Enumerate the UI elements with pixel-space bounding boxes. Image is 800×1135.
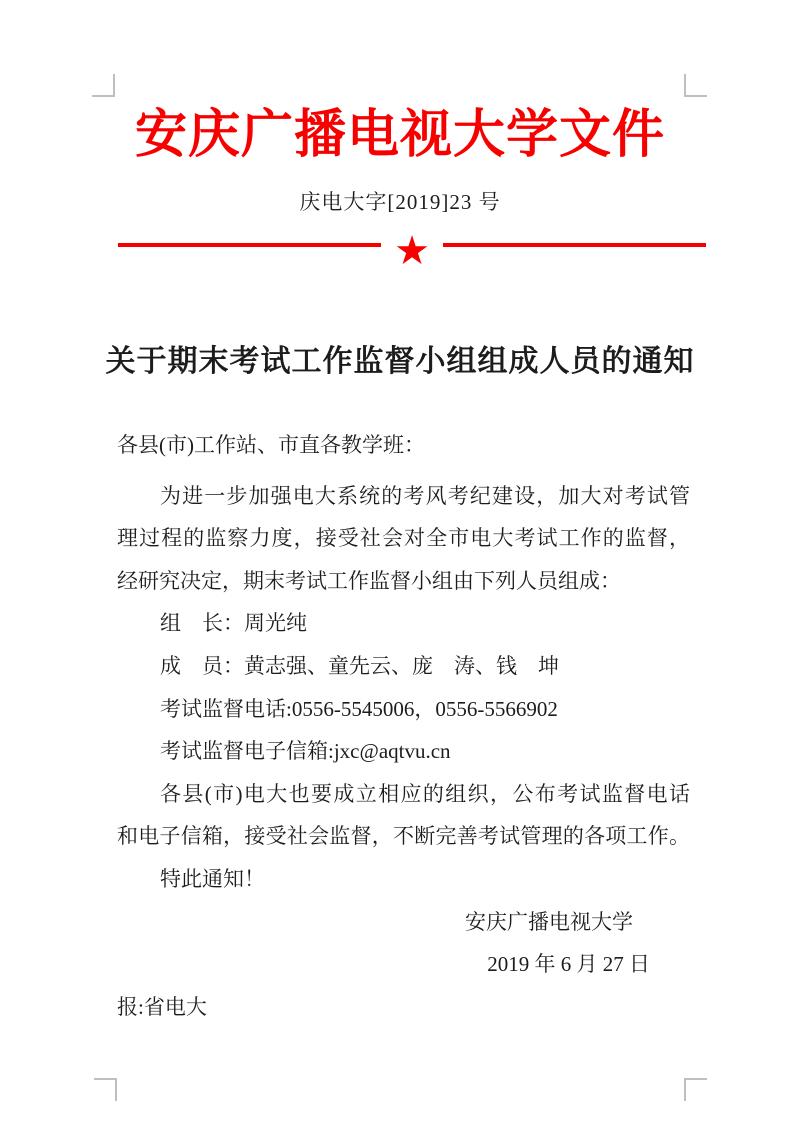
signature-org: 安庆广播电视大学 [465, 909, 633, 934]
signature-date: 2019 年 6 月 27 日 [487, 952, 650, 977]
notice-title: 关于期末考试工作监督小组组成人员的通知 [105, 345, 695, 378]
crop-mark-top-right [684, 74, 707, 97]
rule-right-segment [443, 243, 706, 247]
body-line: 为进一步加强电大系统的考风考纪建设，加大对考试管 [160, 483, 690, 508]
body-line: 理过程的监察力度，接受社会对全市电大考试工作的监督， [117, 526, 690, 551]
body-line: 经研究决定，期末考试工作监督小组由下列人员组成： [117, 568, 621, 593]
body-line: 和电子信箱，接受社会监督，不断完善考试管理的各项工作。 [117, 824, 690, 849]
star-icon: ★ [394, 228, 430, 273]
body-line: 考试监督电子信箱:jxc@aqtvu.cn [160, 739, 451, 764]
crop-mark-bottom-right [684, 1078, 707, 1101]
salutation: 各县(市)工作站、市直各教学班： [117, 433, 425, 457]
rule-left-segment [118, 243, 381, 247]
body-line: 特此通知！ [160, 866, 265, 891]
document-number: 庆电大字[2019]23 号 [299, 190, 501, 214]
body-line: 组 长：周光纯 [160, 611, 307, 636]
red-separator-rule [118, 230, 706, 273]
copy-to-note: 报:省电大 [117, 994, 207, 1019]
body-line: 成 员：黄志强、童先云、庞 涛、钱 坤 [160, 653, 559, 678]
crop-mark-top-left [92, 74, 115, 97]
notice-body [117, 424, 690, 1028]
crop-mark-bottom-left [94, 1078, 117, 1101]
body-line: 各县(市)电大也要成立相应的组织，公布考试监督电话 [160, 781, 690, 806]
body-line: 考试监督电话:0556-5545006，0556-5566902 [160, 696, 558, 721]
letterhead-org-title: 安庆广播电视大学文件 [134, 107, 665, 164]
